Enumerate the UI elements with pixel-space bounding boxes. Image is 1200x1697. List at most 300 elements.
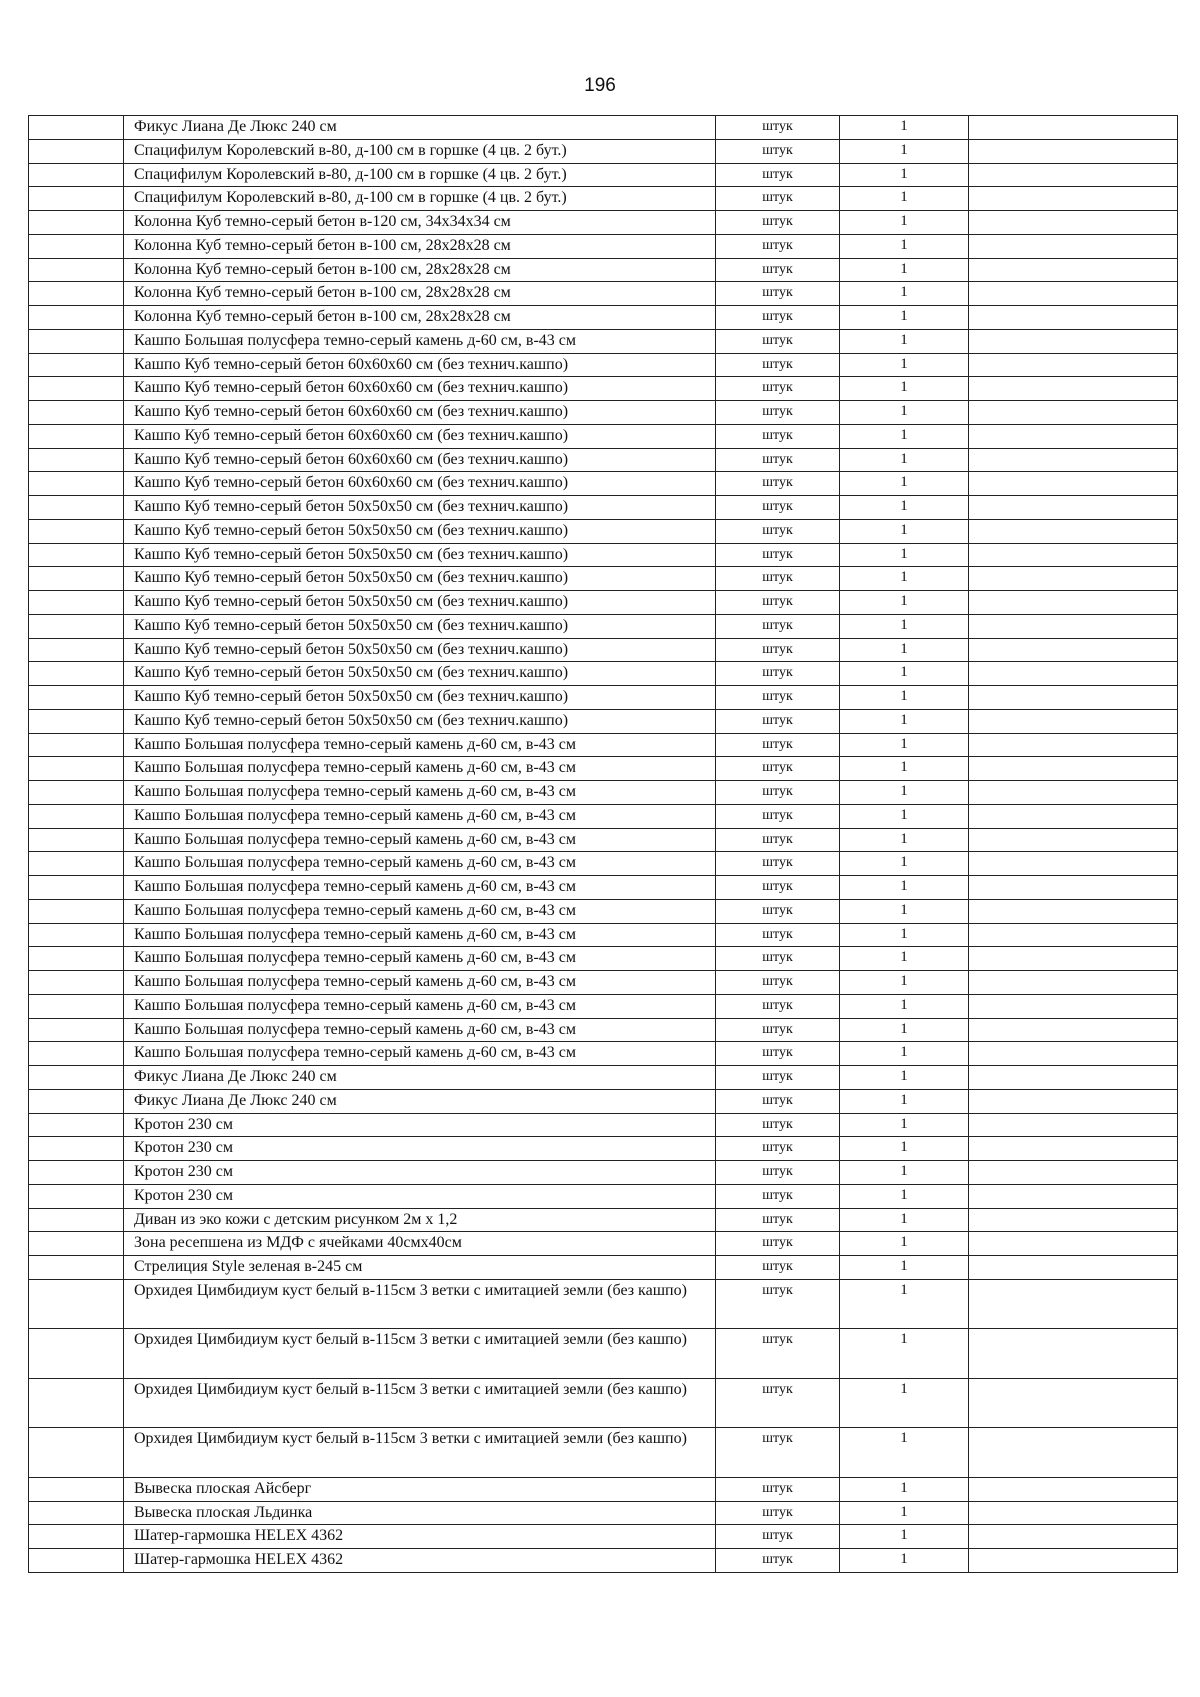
quantity-cell: 1 [840, 282, 969, 306]
item-name-cell: Кашпо Куб темно-серый бетон 50х50х50 см (без технич.кашпо) [124, 662, 716, 686]
quantity-cell: 1 [840, 187, 969, 211]
table-row [29, 614, 1178, 638]
row-number-cell [29, 1256, 124, 1280]
extra-cell [969, 876, 1178, 900]
quantity-cell: 1 [840, 1256, 969, 1280]
table-row [29, 709, 1178, 733]
table-row [29, 329, 1178, 353]
unit-cell: штук [716, 116, 840, 140]
item-name-cell: Колонна Куб темно-серый бетон в-100 см, 28х28х28 см [124, 258, 716, 282]
item-name-cell: Фикус Лиана Де Люкс 240 см [124, 116, 716, 140]
table-row [29, 139, 1178, 163]
table-row [29, 496, 1178, 520]
extra-cell [969, 638, 1178, 662]
row-number-cell [29, 804, 124, 828]
quantity-cell: 1 [840, 804, 969, 828]
item-name-cell: Кашпо Большая полусфера темно-серый камень д-60 см, в-43 см [124, 947, 716, 971]
quantity-cell: 1 [840, 1378, 969, 1428]
item-name-cell: Кашпо Большая полусфера темно-серый камень д-60 см, в-43 см [124, 733, 716, 757]
row-number-cell [29, 1066, 124, 1090]
unit-cell: штук [716, 258, 840, 282]
row-number-cell [29, 733, 124, 757]
item-name-cell: Кашпо Большая полусфера темно-серый камень д-60 см, в-43 см [124, 828, 716, 852]
table-row [29, 662, 1178, 686]
extra-cell [969, 852, 1178, 876]
item-name-cell: Колонна Куб темно-серый бетон в-100 см, 28х28х28 см [124, 306, 716, 330]
unit-cell: штук [716, 1066, 840, 1090]
quantity-cell: 1 [840, 116, 969, 140]
table-row [29, 994, 1178, 1018]
item-name-cell: Кашпо Большая полусфера темно-серый камень д-60 см, в-43 см [124, 852, 716, 876]
quantity-cell: 1 [840, 1137, 969, 1161]
extra-cell [969, 1378, 1178, 1428]
quantity-cell: 1 [840, 662, 969, 686]
row-number-cell [29, 923, 124, 947]
extra-cell [969, 234, 1178, 258]
quantity-cell: 1 [840, 567, 969, 591]
table-row [29, 306, 1178, 330]
row-number-cell [29, 1184, 124, 1208]
quantity-cell: 1 [840, 1066, 969, 1090]
unit-cell: штук [716, 1208, 840, 1232]
row-number-cell [29, 424, 124, 448]
table-row [29, 187, 1178, 211]
quantity-cell: 1 [840, 591, 969, 615]
item-name-cell: Орхидея Цимбидиум куст белый в-115см 3 ветки с имитацией земли (без кашпо) [124, 1329, 716, 1379]
unit-cell: штук [716, 1042, 840, 1066]
table-row [29, 234, 1178, 258]
table-row [29, 401, 1178, 425]
extra-cell [969, 804, 1178, 828]
item-name-cell: Колонна Куб темно-серый бетон в-120 см, 34х34х34 см [124, 211, 716, 235]
unit-cell: штук [716, 947, 840, 971]
table-row [29, 1501, 1178, 1525]
row-number-cell [29, 971, 124, 995]
item-name-cell: Стрелиция Style зеленая в-245 см [124, 1256, 716, 1280]
item-name-cell: Вывеска плоская Льдинка [124, 1501, 716, 1525]
quantity-cell: 1 [840, 994, 969, 1018]
row-number-cell [29, 187, 124, 211]
row-number-cell [29, 139, 124, 163]
quantity-cell: 1 [840, 852, 969, 876]
unit-cell: штук [716, 709, 840, 733]
unit-cell: штук [716, 638, 840, 662]
unit-cell: штук [716, 282, 840, 306]
extra-cell [969, 163, 1178, 187]
quantity-cell: 1 [840, 876, 969, 900]
item-name-cell: Вывеска плоская Айсберг [124, 1477, 716, 1501]
unit-cell: штук [716, 686, 840, 710]
quantity-cell: 1 [840, 1525, 969, 1549]
quantity-cell: 1 [840, 211, 969, 235]
quantity-cell: 1 [840, 1208, 969, 1232]
row-number-cell [29, 781, 124, 805]
item-name-cell: Спацифилум Королевский в-80, д-100 см в горшке (4 цв. 2 бут.) [124, 187, 716, 211]
quantity-cell: 1 [840, 139, 969, 163]
quantity-cell: 1 [840, 306, 969, 330]
quantity-cell: 1 [840, 1042, 969, 1066]
extra-cell [969, 686, 1178, 710]
quantity-cell: 1 [840, 543, 969, 567]
quantity-cell: 1 [840, 472, 969, 496]
items-table [28, 115, 1178, 1573]
item-name-cell: Кашпо Куб темно-серый бетон 50х50х50 см (без технич.кашпо) [124, 709, 716, 733]
item-name-cell: Кашпо Большая полусфера темно-серый камень д-60 см, в-43 см [124, 757, 716, 781]
quantity-cell: 1 [840, 1113, 969, 1137]
item-name-cell: Орхидея Цимбидиум куст белый в-115см 3 ветки с имитацией земли (без кашпо) [124, 1279, 716, 1329]
item-name-cell: Кротон 230 см [124, 1161, 716, 1185]
extra-cell [969, 258, 1178, 282]
item-name-cell: Кашпо Куб темно-серый бетон 60х60х60 см (без технич.кашпо) [124, 353, 716, 377]
table-row [29, 1066, 1178, 1090]
item-name-cell: Кашпо Большая полусфера темно-серый камень д-60 см, в-43 см [124, 1042, 716, 1066]
extra-cell [969, 1137, 1178, 1161]
quantity-cell: 1 [840, 401, 969, 425]
item-name-cell: Кашпо Куб темно-серый бетон 50х50х50 см (без технич.кашпо) [124, 614, 716, 638]
extra-cell [969, 1089, 1178, 1113]
unit-cell: штук [716, 781, 840, 805]
quantity-cell: 1 [840, 1184, 969, 1208]
item-name-cell: Шатер-гармошка HELEX 4362 [124, 1525, 716, 1549]
extra-cell [969, 377, 1178, 401]
quantity-cell: 1 [840, 329, 969, 353]
extra-cell [969, 828, 1178, 852]
extra-cell [969, 1256, 1178, 1280]
row-number-cell [29, 401, 124, 425]
unit-cell: штук [716, 211, 840, 235]
quantity-cell: 1 [840, 828, 969, 852]
item-name-cell: Кашпо Большая полусфера темно-серый камень д-60 см, в-43 см [124, 923, 716, 947]
unit-cell: штук [716, 163, 840, 187]
item-name-cell: Спацифилум Королевский в-80, д-100 см в горшке (4 цв. 2 бут.) [124, 163, 716, 187]
row-number-cell [29, 377, 124, 401]
quantity-cell: 1 [840, 971, 969, 995]
table-row [29, 116, 1178, 140]
unit-cell: штук [716, 377, 840, 401]
table-row [29, 163, 1178, 187]
row-number-cell [29, 1329, 124, 1379]
extra-cell [969, 448, 1178, 472]
table-row [29, 1208, 1178, 1232]
extra-cell [969, 781, 1178, 805]
row-number-cell [29, 614, 124, 638]
extra-cell [969, 1525, 1178, 1549]
table-row [29, 947, 1178, 971]
unit-cell: штук [716, 424, 840, 448]
extra-cell [969, 1042, 1178, 1066]
row-number-cell [29, 1113, 124, 1137]
row-number-cell [29, 638, 124, 662]
unit-cell: штук [716, 614, 840, 638]
item-name-cell: Кашпо Куб темно-серый бетон 50х50х50 см (без технич.кашпо) [124, 686, 716, 710]
row-number-cell [29, 353, 124, 377]
extra-cell [969, 757, 1178, 781]
table-row [29, 448, 1178, 472]
quantity-cell: 1 [840, 163, 969, 187]
row-number-cell [29, 163, 124, 187]
unit-cell: штук [716, 1137, 840, 1161]
unit-cell: штук [716, 1477, 840, 1501]
row-number-cell [29, 1525, 124, 1549]
unit-cell: штук [716, 994, 840, 1018]
unit-cell: штук [716, 448, 840, 472]
extra-cell [969, 567, 1178, 591]
table-row [29, 686, 1178, 710]
item-name-cell: Кашпо Куб темно-серый бетон 60х60х60 см (без технич.кашпо) [124, 377, 716, 401]
row-number-cell [29, 828, 124, 852]
item-name-cell: Кашпо Большая полусфера темно-серый камень д-60 см, в-43 см [124, 1018, 716, 1042]
row-number-cell [29, 567, 124, 591]
row-number-cell [29, 994, 124, 1018]
table-row [29, 1549, 1178, 1573]
unit-cell: штук [716, 1501, 840, 1525]
row-number-cell [29, 543, 124, 567]
extra-cell [969, 1232, 1178, 1256]
extra-cell [969, 1066, 1178, 1090]
unit-cell: штук [716, 1378, 840, 1428]
quantity-cell: 1 [840, 234, 969, 258]
unit-cell: штук [716, 1018, 840, 1042]
quantity-cell: 1 [840, 1549, 969, 1573]
table-row [29, 876, 1178, 900]
item-name-cell: Кашпо Куб темно-серый бетон 50х50х50 см (без технич.кашпо) [124, 567, 716, 591]
quantity-cell: 1 [840, 496, 969, 520]
table-row [29, 1378, 1178, 1428]
unit-cell: штук [716, 899, 840, 923]
item-name-cell: Кашпо Большая полусфера темно-серый камень д-60 см, в-43 см [124, 781, 716, 805]
items-table-body [29, 116, 1178, 1573]
unit-cell: штук [716, 1549, 840, 1573]
row-number-cell [29, 306, 124, 330]
quantity-cell: 1 [840, 899, 969, 923]
table-row [29, 1428, 1178, 1478]
table-row [29, 1232, 1178, 1256]
extra-cell [969, 662, 1178, 686]
table-row [29, 1018, 1178, 1042]
extra-cell [969, 1279, 1178, 1329]
table-row [29, 353, 1178, 377]
extra-cell [969, 472, 1178, 496]
extra-cell [969, 1184, 1178, 1208]
row-number-cell [29, 472, 124, 496]
item-name-cell: Кашпо Большая полусфера темно-серый камень д-60 см, в-43 см [124, 971, 716, 995]
unit-cell: штук [716, 971, 840, 995]
table-row [29, 781, 1178, 805]
table-row [29, 733, 1178, 757]
extra-cell [969, 401, 1178, 425]
extra-cell [969, 211, 1178, 235]
quantity-cell: 1 [840, 1477, 969, 1501]
extra-cell [969, 306, 1178, 330]
table-row [29, 923, 1178, 947]
quantity-cell: 1 [840, 1329, 969, 1379]
quantity-cell: 1 [840, 1089, 969, 1113]
row-number-cell [29, 234, 124, 258]
unit-cell: штук [716, 1256, 840, 1280]
unit-cell: штук [716, 876, 840, 900]
table-row [29, 852, 1178, 876]
row-number-cell [29, 211, 124, 235]
extra-cell [969, 519, 1178, 543]
unit-cell: штук [716, 139, 840, 163]
unit-cell: штук [716, 496, 840, 520]
extra-cell [969, 353, 1178, 377]
unit-cell: штук [716, 306, 840, 330]
extra-cell [969, 591, 1178, 615]
unit-cell: штук [716, 234, 840, 258]
unit-cell: штук [716, 472, 840, 496]
unit-cell: штук [716, 519, 840, 543]
table-row [29, 899, 1178, 923]
quantity-cell: 1 [840, 733, 969, 757]
table-row [29, 1279, 1178, 1329]
extra-cell [969, 947, 1178, 971]
unit-cell: штук [716, 852, 840, 876]
item-name-cell: Кротон 230 см [124, 1137, 716, 1161]
row-number-cell [29, 709, 124, 733]
row-number-cell [29, 1137, 124, 1161]
extra-cell [969, 1018, 1178, 1042]
table-row [29, 1256, 1178, 1280]
item-name-cell: Кашпо Куб темно-серый бетон 50х50х50 см (без технич.кашпо) [124, 519, 716, 543]
extra-cell [969, 1549, 1178, 1573]
table-row [29, 1113, 1178, 1137]
row-number-cell [29, 496, 124, 520]
unit-cell: штук [716, 353, 840, 377]
table-row [29, 211, 1178, 235]
unit-cell: штук [716, 329, 840, 353]
item-name-cell: Шатер-гармошка HELEX 4362 [124, 1549, 716, 1573]
table-row [29, 757, 1178, 781]
row-number-cell [29, 1208, 124, 1232]
quantity-cell: 1 [840, 1501, 969, 1525]
table-row [29, 377, 1178, 401]
extra-cell [969, 899, 1178, 923]
quantity-cell: 1 [840, 1232, 969, 1256]
extra-cell [969, 614, 1178, 638]
extra-cell [969, 1477, 1178, 1501]
quantity-cell: 1 [840, 923, 969, 947]
quantity-cell: 1 [840, 1018, 969, 1042]
unit-cell: штук [716, 591, 840, 615]
row-number-cell [29, 1378, 124, 1428]
extra-cell [969, 187, 1178, 211]
quantity-cell: 1 [840, 258, 969, 282]
table-row [29, 1089, 1178, 1113]
item-name-cell: Кротон 230 см [124, 1184, 716, 1208]
extra-cell [969, 543, 1178, 567]
extra-cell [969, 496, 1178, 520]
extra-cell [969, 709, 1178, 733]
item-name-cell: Кашпо Куб темно-серый бетон 60х60х60 см (без технич.кашпо) [124, 472, 716, 496]
extra-cell [969, 1161, 1178, 1185]
unit-cell: штук [716, 662, 840, 686]
item-name-cell: Орхидея Цимбидиум куст белый в-115см 3 ветки с имитацией земли (без кашпо) [124, 1378, 716, 1428]
unit-cell: штук [716, 1113, 840, 1137]
item-name-cell: Фикус Лиана Де Люкс 240 см [124, 1066, 716, 1090]
item-name-cell: Кашпо Большая полусфера темно-серый камень д-60 см, в-43 см [124, 329, 716, 353]
row-number-cell [29, 329, 124, 353]
quantity-cell: 1 [840, 781, 969, 805]
item-name-cell: Диван из эко кожи с детским рисунком 2м х 1,2 [124, 1208, 716, 1232]
item-name-cell: Кашпо Куб темно-серый бетон 50х50х50 см (без технич.кашпо) [124, 496, 716, 520]
row-number-cell [29, 1042, 124, 1066]
row-number-cell [29, 899, 124, 923]
table-row [29, 1161, 1178, 1185]
table-row [29, 567, 1178, 591]
unit-cell: штук [716, 1329, 840, 1379]
quantity-cell: 1 [840, 709, 969, 733]
item-name-cell: Кашпо Куб темно-серый бетон 60х60х60 см (без технич.кашпо) [124, 401, 716, 425]
row-number-cell [29, 1549, 124, 1573]
table-row [29, 638, 1178, 662]
extra-cell [969, 1428, 1178, 1478]
row-number-cell [29, 1232, 124, 1256]
table-row [29, 1329, 1178, 1379]
item-name-cell: Кашпо Куб темно-серый бетон 50х50х50 см (без технич.кашпо) [124, 591, 716, 615]
extra-cell [969, 1329, 1178, 1379]
table-row [29, 282, 1178, 306]
extra-cell [969, 282, 1178, 306]
row-number-cell [29, 519, 124, 543]
unit-cell: штук [716, 733, 840, 757]
row-number-cell [29, 1089, 124, 1113]
extra-cell [969, 116, 1178, 140]
unit-cell: штук [716, 1525, 840, 1549]
item-name-cell: Колонна Куб темно-серый бетон в-100 см, 28х28х28 см [124, 282, 716, 306]
unit-cell: штук [716, 1184, 840, 1208]
row-number-cell [29, 1279, 124, 1329]
table-row [29, 591, 1178, 615]
item-name-cell: Кашпо Куб темно-серый бетон 60х60х60 см (без технич.кашпо) [124, 424, 716, 448]
extra-cell [969, 923, 1178, 947]
item-name-cell: Кашпо Большая полусфера темно-серый камень д-60 см, в-43 см [124, 876, 716, 900]
unit-cell: штук [716, 1089, 840, 1113]
row-number-cell [29, 1018, 124, 1042]
item-name-cell: Кашпо Большая полусфера темно-серый камень д-60 см, в-43 см [124, 804, 716, 828]
table-row [29, 424, 1178, 448]
table-row [29, 1137, 1178, 1161]
row-number-cell [29, 686, 124, 710]
unit-cell: штук [716, 567, 840, 591]
quantity-cell: 1 [840, 686, 969, 710]
unit-cell: штук [716, 1232, 840, 1256]
table-row [29, 804, 1178, 828]
row-number-cell [29, 448, 124, 472]
extra-cell [969, 994, 1178, 1018]
quantity-cell: 1 [840, 377, 969, 401]
unit-cell: штук [716, 187, 840, 211]
quantity-cell: 1 [840, 638, 969, 662]
page-number: 196 [584, 75, 616, 96]
table-row [29, 258, 1178, 282]
unit-cell: штук [716, 923, 840, 947]
row-number-cell [29, 1161, 124, 1185]
row-number-cell [29, 852, 124, 876]
row-number-cell [29, 1428, 124, 1478]
table-row [29, 971, 1178, 995]
extra-cell [969, 139, 1178, 163]
extra-cell [969, 329, 1178, 353]
row-number-cell [29, 1501, 124, 1525]
table-row [29, 1477, 1178, 1501]
extra-cell [969, 1113, 1178, 1137]
unit-cell: штук [716, 401, 840, 425]
row-number-cell [29, 947, 124, 971]
extra-cell [969, 1208, 1178, 1232]
quantity-cell: 1 [840, 353, 969, 377]
unit-cell: штук [716, 1428, 840, 1478]
